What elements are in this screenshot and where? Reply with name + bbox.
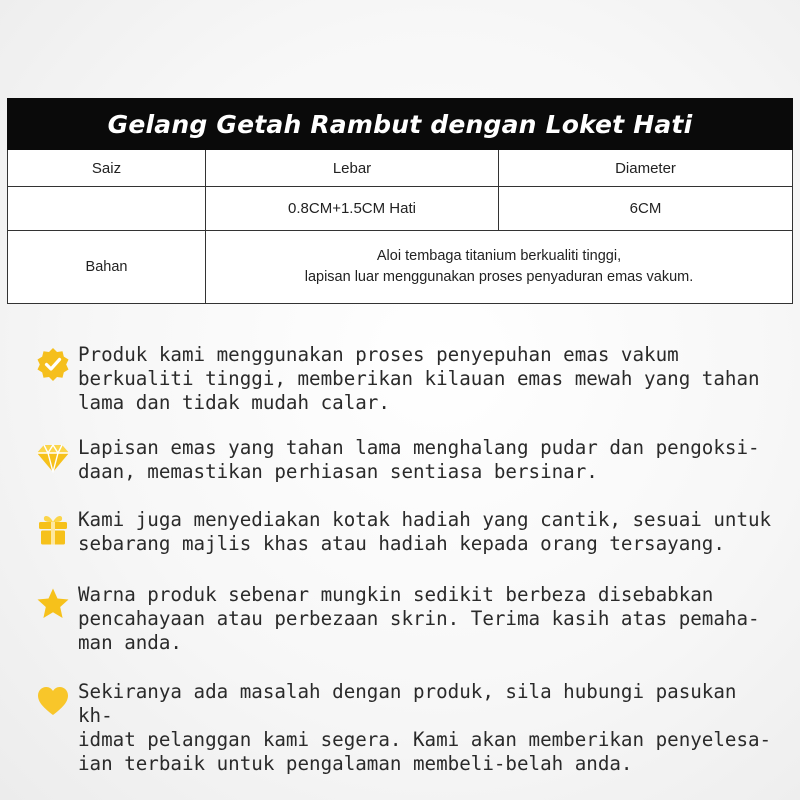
badge-check-icon <box>36 347 70 381</box>
header-width: Lebar <box>206 150 499 187</box>
width-value: 0.8CM+1.5CM Hati <box>206 187 499 231</box>
diameter-value: 6CM <box>499 187 793 231</box>
feature-text: Warna produk sebenar mungkin sedikit berbeza disebabkan pencahayaan atau perbezaan skrin. Terima kasih atas pemaha- man anda. <box>78 583 760 654</box>
material-line: Aloi tembaga titanium berkualiti tinggi, <box>376 248 622 264</box>
header-size: Saiz <box>8 150 206 187</box>
star-icon <box>36 587 70 621</box>
heart-icon <box>36 684 70 718</box>
table-title: Gelang Getah Rambut dengan Loket Hati <box>8 99 793 150</box>
gift-icon <box>36 512 70 546</box>
feature-text: Sekiranya ada masalah dengan produk, sila hubungi pasukan kh- idmat pelanggan kami segera. Kami akan memberikan penyelesa- ian terbaik untuk pengalaman membeli-belah anda. <box>78 680 772 775</box>
feature-text: Lapisan emas yang tahan lama menghalang pudar dan pengoksi- daan, memastikan perhiasan sentiasa bersinar. <box>78 436 760 483</box>
material-label: Bahan <box>8 231 206 304</box>
feature-text: Kami juga menyediakan kotak hadiah yang cantik, sesuai untuk sebarang majlis khas atau hadiah kepada orang tersayang. <box>78 508 772 555</box>
diamond-icon <box>36 440 70 474</box>
header-diameter: Diameter <box>499 150 793 187</box>
feature-text: Produk kami menggunakan proses penyepuhan emas vakum berkualiti tinggi, memberikan kilauan emas mewah yang tahan lama dan tidak mudah calar. <box>78 343 760 414</box>
material-line: lapisan luar menggunakan proses penyaduran emas vakum. <box>304 269 694 285</box>
